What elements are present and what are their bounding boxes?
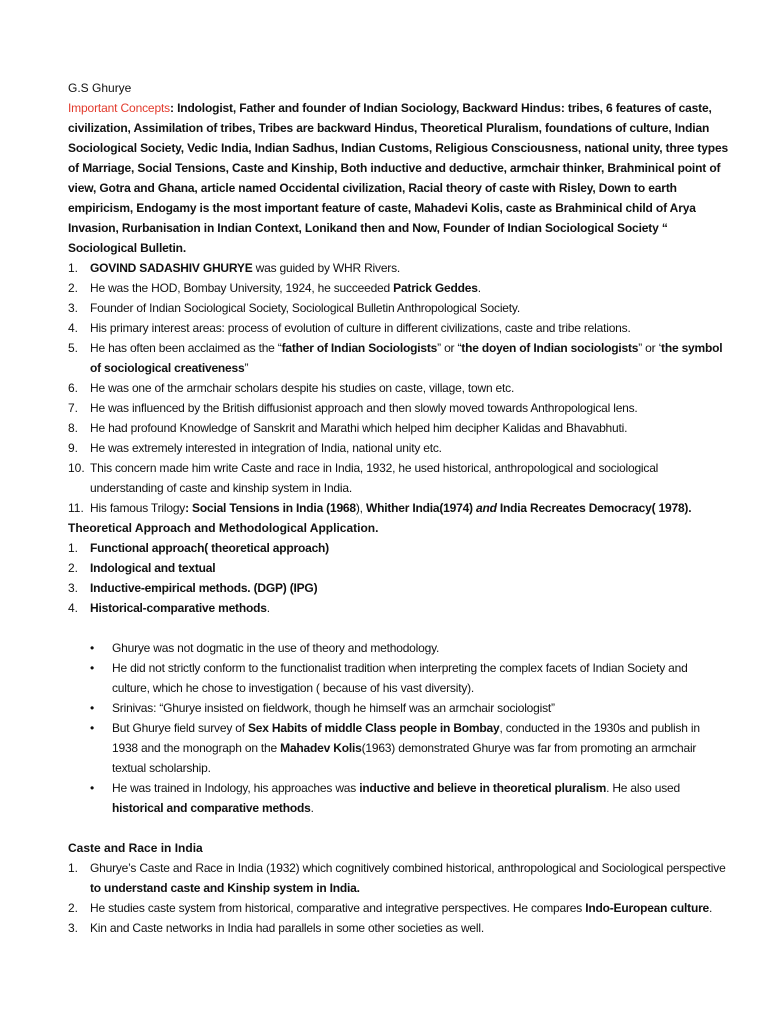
list-text bbox=[90, 498, 728, 518]
text-run: inductive and believe in theoretical pluralism bbox=[359, 781, 607, 795]
text-run: He was extremely interested in integration of India, national unity etc. bbox=[90, 441, 442, 455]
list-item bbox=[68, 458, 728, 498]
text-run: He has often been acclaimed as the “ bbox=[90, 341, 282, 355]
text-run: Functional approach( theoretical approach) bbox=[90, 541, 329, 555]
list-number: 3. bbox=[68, 301, 79, 315]
bullet-text bbox=[112, 698, 728, 718]
list-text bbox=[90, 858, 728, 898]
list-text bbox=[90, 458, 728, 498]
text-run: Indological and textual bbox=[90, 561, 216, 575]
list-number: 9. bbox=[68, 441, 79, 455]
list-number: 4. bbox=[68, 321, 79, 335]
text-run: Srinivas: “Ghurye insisted on fieldwork, though he himself was an armchair sociologist” bbox=[112, 701, 555, 715]
list-text bbox=[90, 558, 728, 578]
list-text bbox=[90, 318, 728, 338]
bullet-item bbox=[90, 718, 728, 778]
bullet-item bbox=[90, 778, 728, 818]
text-run: ” or “ bbox=[437, 341, 462, 355]
text-run: Ghurye’s Caste and Race in India (1932) which cognitively combined historical, anthropological and Sociological perspective bbox=[90, 861, 726, 875]
text-run: His primary interest areas: process of evolution of culture in different civilizations, caste and tribe relations. bbox=[90, 321, 631, 335]
list-number: 6. bbox=[68, 381, 79, 395]
bullet-text bbox=[112, 778, 728, 818]
list-item bbox=[68, 498, 728, 518]
approach-item bbox=[68, 598, 728, 618]
text-run: . bbox=[266, 601, 270, 615]
list-number: 3. bbox=[68, 581, 79, 595]
list-item bbox=[68, 438, 728, 458]
caste-race-item bbox=[68, 918, 728, 938]
text-run: Founder of Indian Sociological Society, Sociological Bulletin Anthropological Society. bbox=[90, 301, 520, 315]
list-text bbox=[90, 398, 728, 418]
bullet-text bbox=[112, 638, 728, 658]
text-run: father of Indian Sociologists bbox=[281, 341, 438, 355]
text-run: Sex Habits of middle Class people in Bombay bbox=[248, 721, 500, 735]
text-run: (1963) demonstrated Ghurye was far from promoting an armchair textual scholarship. bbox=[112, 741, 697, 775]
list-text bbox=[90, 918, 728, 938]
doc-title: G.S Ghurye bbox=[68, 81, 132, 95]
text-run: . He also used bbox=[606, 781, 680, 795]
list-text bbox=[90, 258, 728, 278]
text-run: . bbox=[310, 801, 314, 815]
list-text bbox=[90, 898, 728, 918]
text-run: This concern made him write Caste and race in India, 1932, he used historical, anthropological and sociological understanding of caste and kinship system in India. bbox=[90, 461, 659, 495]
text-run: ” or ‘ bbox=[638, 341, 662, 355]
list-number: 7. bbox=[68, 401, 79, 415]
list-text bbox=[90, 598, 728, 618]
list-number: 2. bbox=[68, 901, 79, 915]
bullet-text bbox=[112, 658, 728, 698]
text-run: He studies caste system from historical, comparative and integrative perspectives. He compares bbox=[90, 901, 586, 915]
bullet-icon: • bbox=[90, 781, 95, 795]
list-text bbox=[90, 438, 728, 458]
text-run: Historical-comparative methods bbox=[90, 601, 267, 615]
list-item bbox=[68, 278, 728, 298]
text-run: He had profound Knowledge of Sanskrit and Marathi which helped him decipher Kalidas and Bhavabhuti. bbox=[90, 421, 628, 435]
theoretical-approach-heading: Theoretical Approach and Methodological Application. bbox=[68, 521, 379, 535]
bullet-icon: • bbox=[90, 721, 95, 735]
concepts-label: Important Concepts bbox=[68, 101, 171, 115]
text-run: He did not strictly conform to the functionalist tradition when interpreting the complex facets of Indian Society and culture, which he chose to investigation ( because of his vast diversity). bbox=[112, 661, 688, 695]
important-concepts-paragraph bbox=[68, 98, 728, 258]
list-number: 2. bbox=[68, 281, 79, 295]
list-item bbox=[68, 338, 728, 378]
text-run: to understand caste and Kinship system in India. bbox=[90, 881, 360, 895]
list-number: 4. bbox=[68, 601, 79, 615]
bullet-item bbox=[90, 638, 728, 658]
text-run: But Ghurye field survey of bbox=[112, 721, 248, 735]
text-run: Mahadev Kolis bbox=[280, 741, 362, 755]
facts-list bbox=[68, 258, 728, 518]
list-text bbox=[90, 278, 728, 298]
caste-race-list bbox=[68, 858, 728, 938]
list-number: 10. bbox=[68, 461, 85, 475]
text-run: GOVIND SADASHIV GHURYE bbox=[90, 261, 253, 275]
list-number: 5. bbox=[68, 341, 79, 355]
text-run: Inductive-empirical methods. (DGP) (IPG) bbox=[90, 581, 318, 595]
text-run: . bbox=[477, 281, 481, 295]
list-item bbox=[68, 398, 728, 418]
list-text bbox=[90, 338, 728, 378]
list-item bbox=[68, 378, 728, 398]
bullet-item bbox=[90, 698, 728, 718]
list-text bbox=[90, 578, 728, 598]
text-run: and bbox=[475, 501, 497, 515]
list-number: 1. bbox=[68, 541, 79, 555]
list-number: 1. bbox=[68, 861, 79, 875]
text-run: He was trained in Indology, his approaches was bbox=[112, 781, 360, 795]
caste-race-item bbox=[68, 898, 728, 918]
list-number: 3. bbox=[68, 921, 79, 935]
list-item bbox=[68, 418, 728, 438]
text-run: India Recreates Democracy( 1978). bbox=[496, 501, 692, 515]
approach-list bbox=[68, 538, 728, 618]
text-run: Ghurye was not dogmatic in the use of theory and methodology. bbox=[112, 641, 440, 655]
text-run: Kin and Caste networks in India had parallels in some other societies as well. bbox=[90, 921, 484, 935]
list-item bbox=[68, 298, 728, 318]
text-run: Patrick Geddes bbox=[393, 281, 478, 295]
approach-item bbox=[68, 538, 728, 558]
list-text bbox=[90, 378, 728, 398]
text-run: His famous Trilogy bbox=[90, 501, 186, 515]
list-text bbox=[90, 538, 728, 558]
methodology-bullets bbox=[90, 638, 728, 818]
bullet-icon: • bbox=[90, 701, 95, 715]
text-run: : Social Tensions in India (1968 bbox=[185, 501, 356, 515]
text-run: He was one of the armchair scholars despite his studies on caste, village, town etc. bbox=[90, 381, 515, 395]
bullet-item bbox=[90, 658, 728, 698]
caste-race-heading: Caste and Race in India bbox=[68, 841, 203, 855]
text-run: historical and comparative methods bbox=[112, 801, 311, 815]
bullet-text bbox=[112, 718, 728, 778]
approach-item bbox=[68, 558, 728, 578]
text-run: ” bbox=[244, 361, 249, 375]
approach-item bbox=[68, 578, 728, 598]
list-number: 1. bbox=[68, 261, 79, 275]
text-run: , conducted in the 1930s and publish in 1938 and the monograph on the bbox=[112, 721, 700, 755]
caste-race-item bbox=[68, 858, 728, 898]
list-text bbox=[90, 298, 728, 318]
list-item bbox=[68, 318, 728, 338]
text-run: He was influenced by the British diffusionist approach and then slowly moved towards Anthropological lens. bbox=[90, 401, 638, 415]
list-number: 2. bbox=[68, 561, 79, 575]
concepts-text: Indologist, Father and founder of Indian Sociology, Backward Hindus: tribes, 6 features of caste, civilization, Assimilation of tribes, Tribes are backward Hindus, Theoretical Pluralism, foundations of culture, Indian Sociological Society, Vedic India, Indian Sadhus, Indian Customs, Religious Consciousness, national unity, three types of Marriage, Social Tensions, Caste and Kinship, Both inductive and deductive, armchair thinker, Brahminical point of view, Gotra and Ghana, article named Occidental civilization, Racial theory of caste with Risley, Down to earth empiricism, Endogamy is the most important feature of caste, Mahadevi Kolis, caste as Brahminical child of Arya Invasion, Rurbanisation in Indian Context, Lonikand then and Now, Founder of Indian Sociological Society “ Sociological Bulletin. bbox=[68, 101, 728, 255]
bullet-icon: • bbox=[90, 641, 95, 655]
bullet-icon: • bbox=[90, 661, 95, 675]
list-text bbox=[90, 418, 728, 438]
concepts-colon: : bbox=[170, 101, 174, 115]
text-run: was guided by WHR Rivers. bbox=[252, 261, 401, 275]
list-number: 11. bbox=[68, 501, 84, 515]
text-run: Whither India(1974) bbox=[365, 501, 476, 515]
list-item bbox=[68, 258, 728, 278]
text-run: Indo-European culture bbox=[585, 901, 710, 915]
text-run: ), bbox=[355, 501, 366, 515]
list-number: 8. bbox=[68, 421, 79, 435]
text-run: He was the HOD, Bombay University, 1924, he succeeded bbox=[90, 281, 394, 295]
text-run: . bbox=[709, 901, 713, 915]
text-run: the symbol of sociological creativeness bbox=[90, 341, 723, 375]
text-run: the doyen of Indian sociologists bbox=[461, 341, 639, 355]
